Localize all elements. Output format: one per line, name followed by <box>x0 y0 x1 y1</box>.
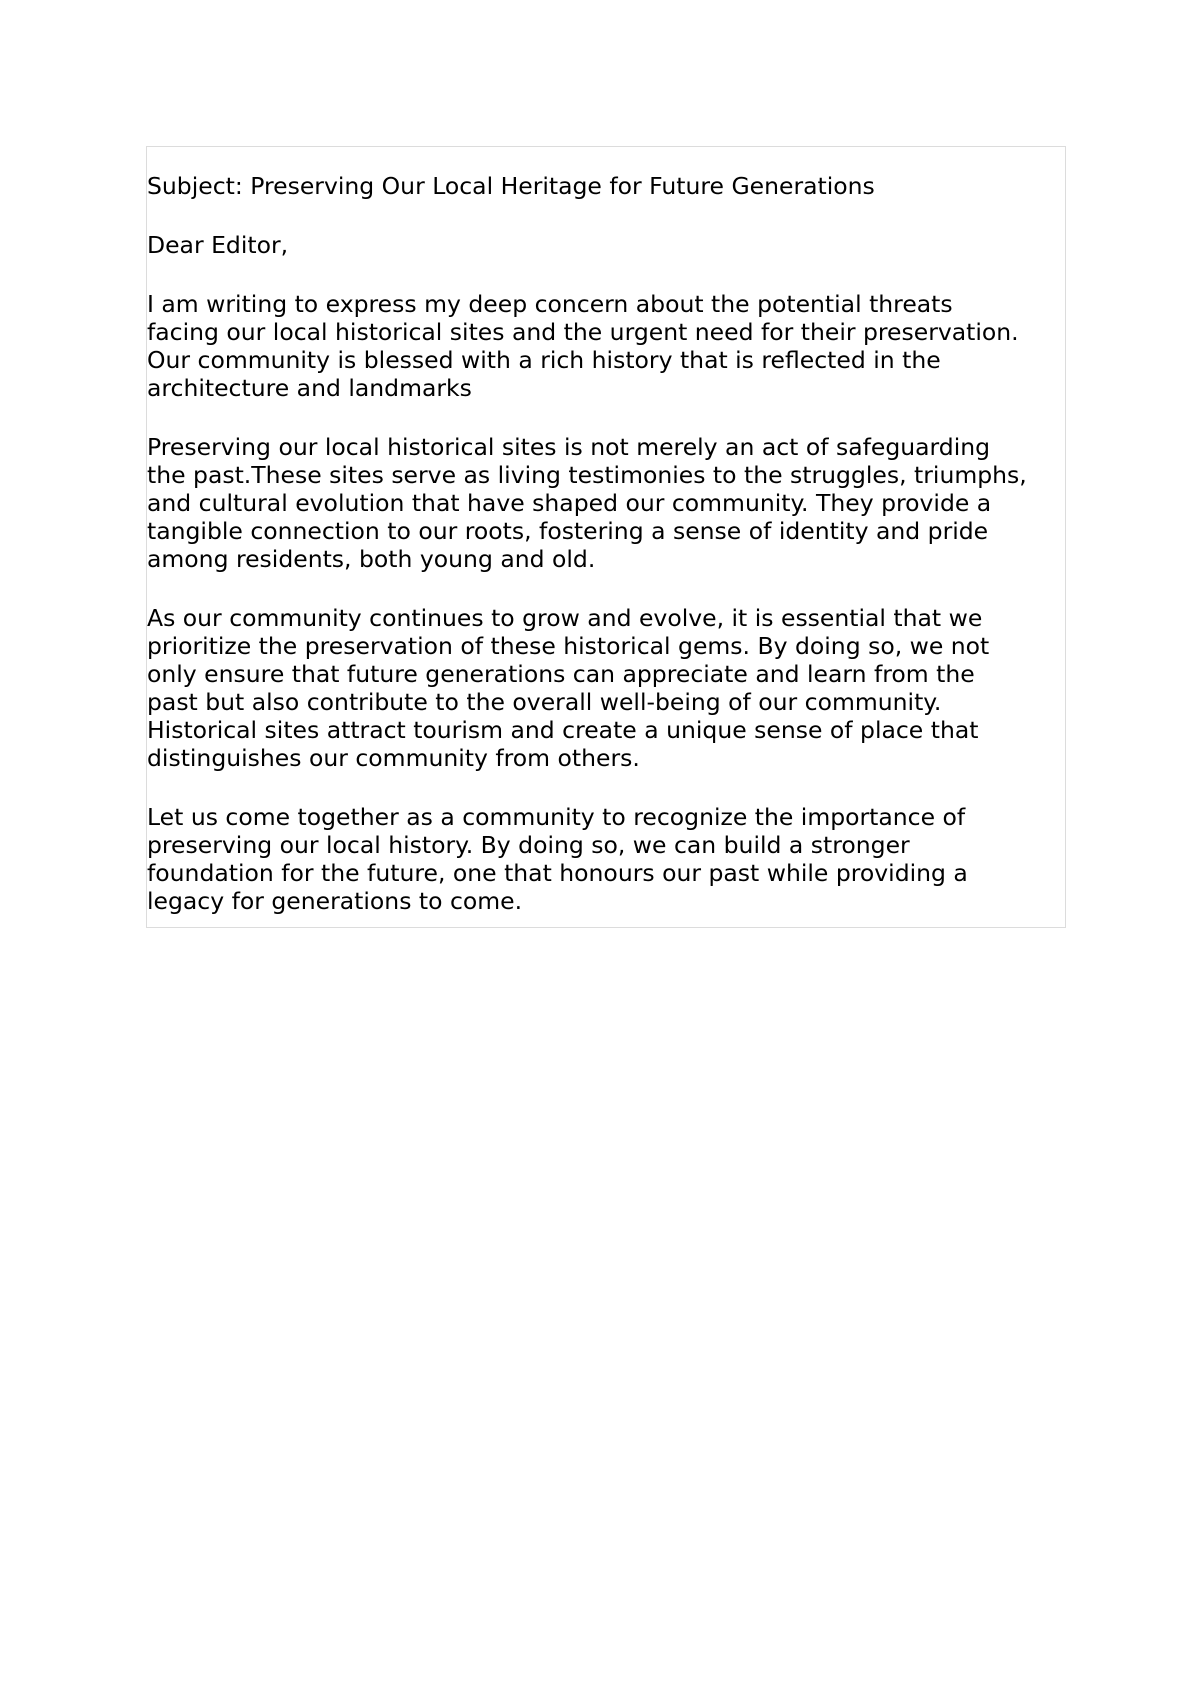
letter-paragraph-4: Let us come together as a community to recognize the importance of preserving our local history. By doing so, we can build a stronger foundation for the future, one that honours our past while providing a legacy for generations to come. <box>147 803 968 915</box>
letter-paragraph-3: As our community continues to grow and evolve, it is essential that we prioritize the preservation of these historical gems. By doing so, we not only ensure that future generations can appreciate and learn from the past but also contribute to the overall well-being of our community. Historical sites attract tourism and create a unique sense of place that distinguishes our community from others. <box>147 604 990 772</box>
spacer <box>147 772 1065 803</box>
spacer <box>147 573 1065 604</box>
letter-subject: Subject: Preserving Our Local Heritage for Future Generations <box>147 172 875 200</box>
spacer <box>147 402 1065 433</box>
letter-greeting: Dear Editor, <box>147 231 289 259</box>
spacer <box>147 259 1065 290</box>
letter-paragraph-2: Preserving our local historical sites is not merely an act of safeguarding the past.These sites serve as living testimonies to the struggles, triumphs, and cultural evolution that have shaped our community. They provide a tangible connection to our roots, fostering a sense of identity and pride among residents, both young and old. <box>147 433 1027 573</box>
letter-paragraph-1: I am writing to express my deep concern about the potential threats facing our local historical sites and the urgent need for their preservation. Our community is blessed with a rich history that is reflected in the architecture and landmarks <box>147 290 1019 402</box>
letter-document <box>146 146 1066 928</box>
spacer <box>147 200 1065 231</box>
